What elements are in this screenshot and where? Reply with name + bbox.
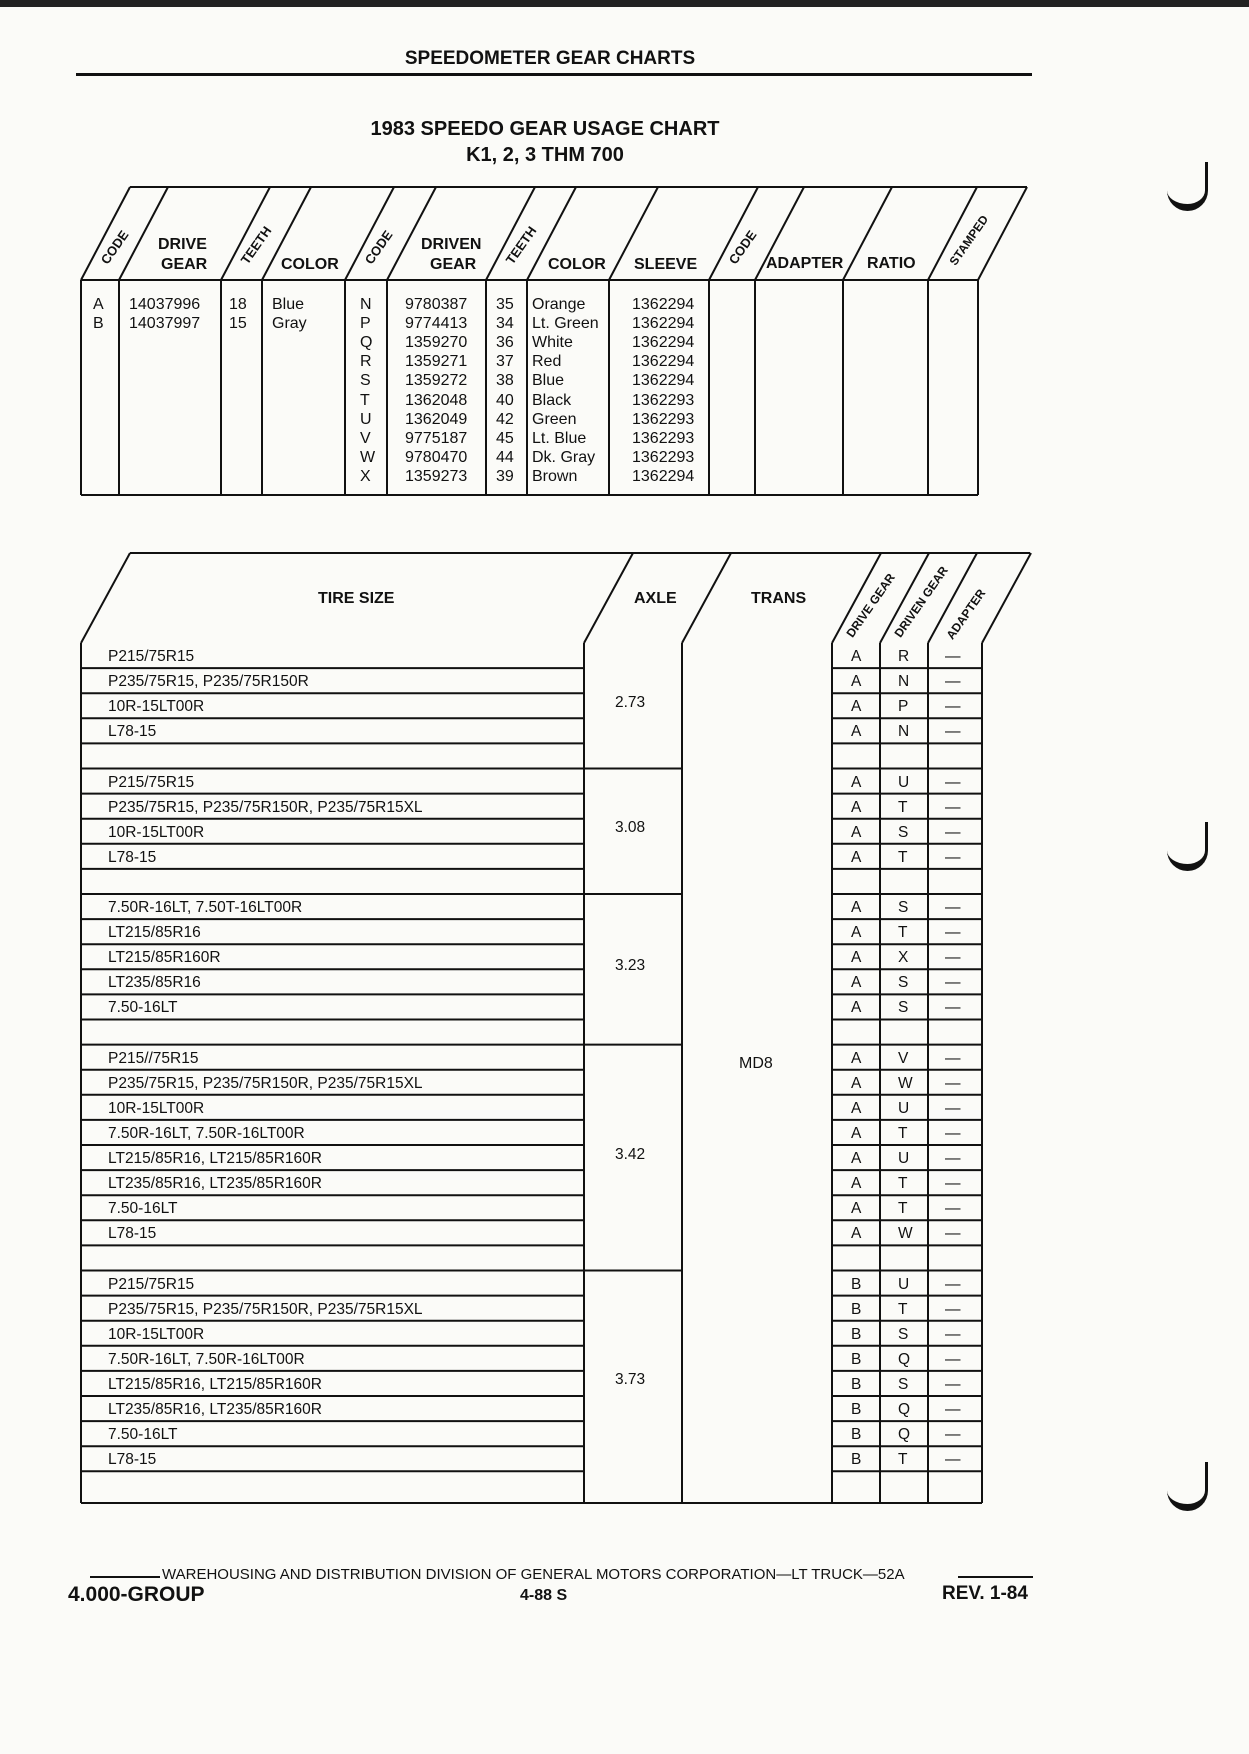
drive-gear-code: A	[851, 798, 862, 816]
tire-size-cell: L78-15	[108, 1225, 157, 1243]
driven-code: U	[360, 410, 372, 428]
driven-gear-code: P	[898, 698, 909, 716]
adapter-dash: —	[945, 798, 961, 816]
driven-teeth: 39	[496, 467, 514, 485]
driven-gear-code: S	[898, 999, 909, 1017]
adapter-dash: —	[945, 1350, 961, 1368]
adapter-dash: —	[945, 1225, 961, 1243]
header-axle: AXLE	[634, 590, 677, 607]
driven-code: P	[360, 315, 371, 333]
driven-code: V	[360, 429, 371, 447]
footer-page-number: 4-88 S	[520, 1587, 568, 1604]
drive-gear-code: B	[851, 1350, 862, 1368]
tire-size-cell: L78-15	[108, 723, 157, 741]
binder-hole-mark	[1167, 1462, 1208, 1511]
drive-gear-code: A	[851, 1099, 862, 1117]
tire-size-cell: 7.50-16LT	[108, 999, 178, 1017]
driven-code: N	[360, 296, 372, 313]
driven-sleeve: 1362294	[632, 353, 695, 371]
tire-size-cell: L78-15	[108, 1451, 157, 1469]
driven-code: W	[360, 448, 376, 466]
header-driven-gear-line1: DRIVEN	[421, 236, 482, 253]
drive-gear-code: B	[851, 1275, 862, 1293]
axle-ratio: 3.08	[615, 819, 646, 837]
drive-gear-code: B	[851, 1426, 862, 1444]
driven-code: S	[360, 372, 371, 390]
drive-teeth: 18	[229, 296, 247, 313]
driven-gear-code: W	[898, 1074, 913, 1092]
driven-sleeve: 1362294	[632, 315, 695, 333]
tire-size-cell: 7.50-16LT	[108, 1426, 178, 1444]
drive-gear-code: A	[851, 773, 862, 791]
adapter-dash: —	[945, 924, 961, 942]
drive-gear-code: B	[851, 1375, 862, 1393]
header-tire-size: TIRE SIZE	[318, 590, 395, 607]
header-code-3: CODE	[725, 227, 760, 267]
header-teeth-1: TEETH	[237, 223, 275, 267]
drive-gear-code: A	[851, 1150, 862, 1167]
drive-gear-code: A	[851, 673, 862, 691]
tire-size-cell: LT215/85R16, LT215/85R160R	[108, 1375, 322, 1393]
drive-gear-code: A	[851, 1175, 862, 1193]
tire-size-cell: 10R-15LT00R	[108, 823, 205, 841]
adapter-dash: —	[945, 1426, 961, 1444]
driven-gear-code: T	[898, 924, 908, 942]
driven-gear-code: W	[898, 1225, 913, 1243]
driven-gear-code: X	[898, 949, 909, 967]
adapter-dash: —	[945, 1325, 961, 1343]
driven-color: Green	[532, 410, 577, 428]
header-adapter: ADAPTER	[766, 255, 844, 272]
drive-code: A	[93, 296, 104, 313]
drive-gear-code: B	[851, 1300, 862, 1318]
tire-size-cell: L78-15	[108, 848, 157, 866]
header-drive-gear-line2: GEAR	[161, 256, 208, 273]
tire-size-cell: 10R-15LT00R	[108, 698, 205, 716]
tire-size-cell: 7.50R-16LT, 7.50R-16LT00R	[108, 1350, 305, 1368]
driven-teeth: 38	[496, 372, 514, 390]
tire-size-cell: 7.50-16LT	[108, 1200, 178, 1218]
driven-gear-number: 1362048	[405, 391, 468, 409]
adapter-dash: —	[945, 673, 961, 691]
drive-gear-code: B	[851, 1401, 862, 1418]
adapter-dash: —	[945, 1099, 961, 1117]
binder-hole-mark	[1167, 162, 1208, 211]
adapter-dash: —	[945, 723, 961, 741]
tire-size-cell: P215/75R15	[108, 773, 195, 791]
page-title: SPEEDOMETER GEAR CHARTS	[404, 48, 696, 69]
header-driven-gear-line2: GEAR	[430, 256, 477, 273]
drive-gear-code: A	[851, 648, 862, 665]
tire-size-cell: LT215/85R160R	[108, 949, 221, 967]
drive-gear-number: 14037996	[129, 296, 201, 313]
adapter-dash: —	[945, 1401, 961, 1418]
driven-gear-code: U	[898, 1275, 910, 1293]
tire-size-cell: LT215/85R16, LT215/85R160R	[108, 1150, 322, 1167]
driven-teeth: 35	[496, 296, 514, 313]
driven-color: Lt. Blue	[532, 429, 587, 447]
header-code-1: CODE	[97, 227, 132, 267]
driven-gear-code: U	[898, 1150, 910, 1167]
header-drive-gear-line1: DRIVE	[158, 236, 207, 253]
tire-size-cell: P235/75R15, P235/75R150R, P235/75R15XL	[108, 1074, 423, 1092]
driven-sleeve: 1362294	[632, 372, 695, 390]
driven-color: Orange	[532, 296, 586, 313]
header-color-1: COLOR	[281, 256, 339, 273]
driven-color: Lt. Green	[532, 315, 599, 333]
driven-sleeve: 1362294	[632, 467, 695, 485]
drive-gear-code: B	[851, 1451, 862, 1469]
tire-size-cell: P235/75R15, P235/75R150R, P235/75R15XL	[108, 1300, 423, 1318]
driven-gear-code: T	[898, 1300, 908, 1318]
adapter-dash: —	[945, 773, 961, 791]
axle-ratio: 2.73	[615, 693, 646, 711]
adapter-dash: —	[945, 1200, 961, 1218]
axle-ratio: 3.73	[615, 1371, 646, 1389]
header-ratio: RATIO	[867, 255, 916, 272]
tire-size-cell: 7.50R-16LT, 7.50R-16LT00R	[108, 1124, 305, 1142]
drive-gear-code: A	[851, 1124, 862, 1142]
driven-teeth: 34	[496, 315, 514, 333]
driven-teeth: 44	[496, 448, 514, 466]
adapter-dash: —	[945, 974, 961, 992]
footer-revision: REV. 1-84	[942, 1583, 1028, 1604]
drive-teeth: 15	[229, 315, 247, 332]
binder-hole-mark	[1167, 822, 1208, 871]
adapter-dash: —	[945, 648, 961, 665]
driven-gear-number: 9775187	[405, 429, 468, 447]
header-drive-gear: DRIVE GEAR	[843, 570, 898, 640]
adapter-dash: —	[945, 848, 961, 866]
adapter-dash: —	[945, 1275, 961, 1293]
tire-size-cell: LT215/85R16	[108, 924, 201, 942]
chart-subtitle: K1, 2, 3 THM 700	[466, 144, 624, 166]
drive-color: Blue	[272, 296, 305, 313]
driven-code: T	[360, 391, 370, 409]
axle-ratio: 3.42	[615, 1145, 646, 1163]
header-teeth-2: TEETH	[502, 223, 540, 267]
driven-teeth: 36	[496, 334, 514, 352]
driven-gear-code: R	[898, 648, 910, 665]
driven-gear-number: 9780470	[405, 448, 468, 466]
driven-color: Dk. Gray	[532, 448, 596, 466]
driven-gear-code: Q	[898, 1426, 911, 1444]
driven-color: Black	[532, 391, 572, 409]
driven-gear-code: N	[898, 723, 910, 741]
driven-gear-number: 1359270	[405, 334, 468, 352]
adapter-dash: —	[945, 899, 961, 916]
drive-gear-code: A	[851, 848, 862, 866]
drive-gear-code: A	[851, 723, 862, 741]
driven-teeth: 37	[496, 353, 514, 371]
driven-gear-code: Q	[898, 1401, 911, 1418]
tire-size-table	[0, 540, 1249, 1520]
drive-gear-code: A	[851, 899, 862, 916]
driven-gear-code: T	[898, 1451, 908, 1469]
drive-gear-code: B	[851, 1325, 862, 1343]
tire-size-cell: LT235/85R16, LT235/85R160R	[108, 1401, 322, 1418]
drive-gear-code: A	[851, 1074, 862, 1092]
adapter-dash: —	[945, 823, 961, 841]
drive-gear-code: A	[851, 698, 862, 716]
driven-color: Blue	[532, 372, 565, 390]
driven-sleeve: 1362293	[632, 391, 695, 409]
driven-gear-number: 1359273	[405, 467, 468, 485]
driven-code: R	[360, 353, 372, 371]
header-color-2: COLOR	[548, 256, 606, 273]
drive-gear-code: A	[851, 949, 862, 967]
driven-sleeve: 1362293	[632, 429, 695, 447]
tire-size-cell: P215//75R15	[108, 1049, 199, 1067]
driven-gear-code: S	[898, 823, 909, 841]
adapter-dash: —	[945, 1124, 961, 1142]
driven-gear-number: 9774413	[405, 315, 468, 333]
adapter-dash: —	[945, 999, 961, 1017]
adapter-dash: —	[945, 1451, 961, 1469]
tire-size-cell: P235/75R15, P235/75R150R, P235/75R15XL	[108, 798, 423, 816]
driven-gear-code: U	[898, 1099, 910, 1117]
drive-gear-code: A	[851, 1200, 862, 1218]
driven-gear-code: U	[898, 773, 910, 791]
driven-gear-code: N	[898, 673, 910, 691]
driven-gear-code: T	[898, 1200, 908, 1218]
footer-rule-left	[90, 1576, 160, 1578]
driven-sleeve: 1362294	[632, 296, 695, 313]
adapter-dash: —	[945, 1375, 961, 1393]
drive-gear-number: 14037997	[129, 315, 201, 332]
trans-value: MD8	[739, 1055, 773, 1072]
driven-gear-code: T	[898, 1124, 908, 1142]
footer-group: 4.000-GROUP	[68, 1583, 205, 1606]
driven-gear-code: S	[898, 1375, 909, 1393]
header-trans: TRANS	[751, 590, 807, 607]
adapter-dash: —	[945, 1074, 961, 1092]
driven-gear-code: T	[898, 848, 908, 866]
drive-gear-code: A	[851, 823, 862, 841]
driven-gear-code: T	[898, 798, 908, 816]
header-driven-gear: DRIVEN GEAR	[891, 563, 951, 640]
tire-size-cell: P235/75R15, P235/75R150R	[108, 673, 309, 691]
drive-gear-code: A	[851, 924, 862, 942]
tire-size-cell: LT235/85R16, LT235/85R160R	[108, 1175, 322, 1193]
tire-size-cell: 10R-15LT00R	[108, 1325, 205, 1343]
drive-gear-code: A	[851, 1225, 862, 1243]
driven-gear-code: S	[898, 974, 909, 992]
driven-gear-code: V	[898, 1049, 909, 1067]
driven-gear-code: T	[898, 1175, 908, 1193]
driven-gear-number: 1359272	[405, 372, 468, 390]
driven-gear-code: S	[898, 899, 909, 916]
driven-teeth: 42	[496, 410, 514, 428]
drive-gear-code: A	[851, 974, 862, 992]
tire-size-cell: 7.50R-16LT, 7.50T-16LT00R	[108, 899, 303, 916]
adapter-dash: —	[945, 1300, 961, 1318]
drive-gear-code: A	[851, 1049, 862, 1067]
driven-gear-number: 9780387	[405, 296, 468, 313]
driven-sleeve: 1362293	[632, 448, 695, 466]
driven-gear-code: Q	[898, 1350, 911, 1368]
driven-color: Red	[532, 353, 562, 371]
adapter-dash: —	[945, 949, 961, 967]
driven-teeth: 45	[496, 429, 514, 447]
driven-code: Q	[360, 334, 373, 352]
footer-division-line: WAREHOUSING AND DISTRIBUTION DIVISION OF GENERAL MOTORS CORPORATION—LT TRUCK—52A	[162, 1566, 905, 1583]
header-adapter-2: ADAPTER	[943, 586, 989, 642]
driven-sleeve: 1362294	[632, 334, 695, 352]
chart-title: 1983 SPEEDO GEAR USAGE CHART	[370, 118, 720, 140]
tire-size-cell: 10R-15LT00R	[108, 1099, 205, 1117]
drive-color: Gray	[272, 315, 307, 332]
adapter-dash: —	[945, 1150, 961, 1167]
header-code-2: CODE	[361, 227, 396, 267]
driven-gear-code: S	[898, 1325, 909, 1343]
tire-size-cell: LT235/85R16	[108, 974, 201, 992]
adapter-dash: —	[945, 698, 961, 716]
driven-teeth: 40	[496, 391, 514, 409]
driven-color: White	[532, 334, 573, 352]
footer-rule-right	[958, 1576, 1033, 1578]
drive-gear-code: A	[851, 999, 862, 1017]
axle-ratio: 3.23	[615, 957, 646, 975]
header-stamped: STAMPED	[946, 212, 992, 268]
driven-color: Brown	[532, 467, 578, 485]
gear-spec-table	[0, 0, 1249, 520]
driven-sleeve: 1362293	[632, 410, 695, 428]
driven-gear-number: 1359271	[405, 353, 468, 371]
adapter-dash: —	[945, 1049, 961, 1067]
driven-gear-number: 1362049	[405, 410, 468, 428]
tire-size-cell: P215/75R15	[108, 1275, 195, 1293]
header-sleeve: SLEEVE	[634, 256, 698, 273]
drive-code: B	[93, 315, 104, 332]
adapter-dash: —	[945, 1175, 961, 1193]
tire-size-cell: P215/75R15	[108, 648, 195, 665]
driven-code: X	[360, 467, 371, 485]
